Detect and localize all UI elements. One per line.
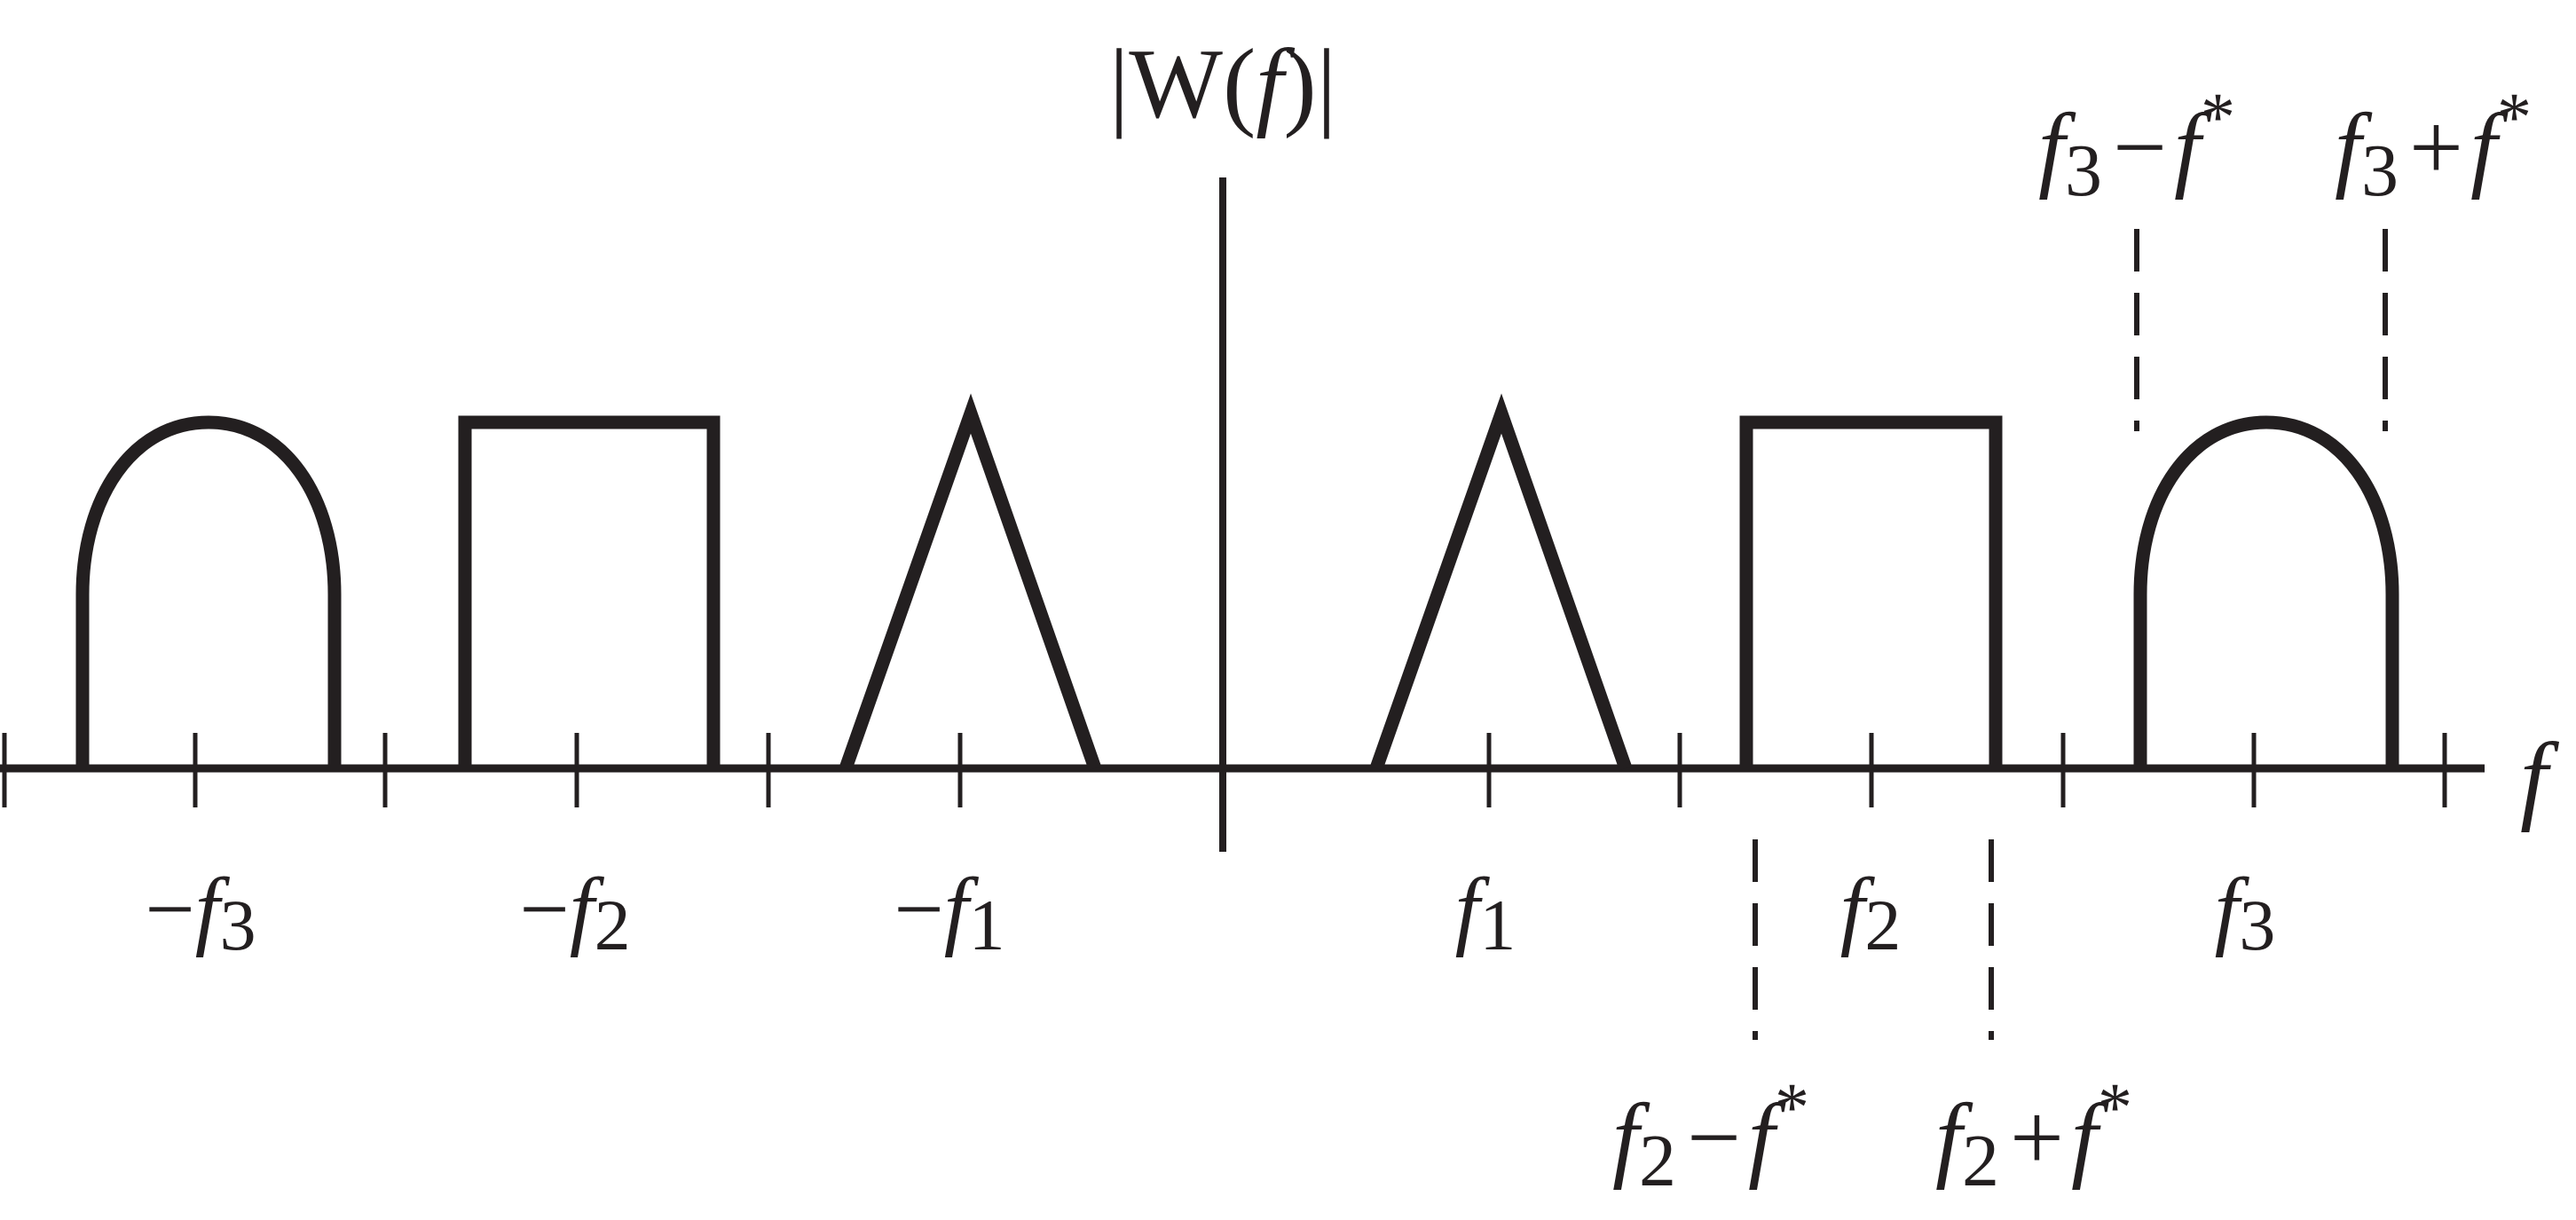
rounded-band-neg-f3	[83, 422, 335, 768]
tick-label-pos-f3: f3	[2214, 860, 2276, 965]
tick-label-neg-f2: −f2	[519, 860, 631, 965]
rect-band-pos-f2	[1746, 422, 1996, 768]
triangle-band-pos-f1	[1376, 413, 1626, 768]
y-axis-label: |W(f)|	[1108, 29, 1337, 139]
label-f3-plus-fstar: f3 +f*	[2335, 78, 2532, 212]
tick-label-pos-f2: f2	[1839, 860, 1902, 965]
tick-value-labels	[145, 860, 2275, 965]
triangle-band-neg-f1	[846, 413, 1095, 768]
label-f2-plus-fstar: f2 +f*	[1935, 1068, 2132, 1202]
spectrum-components	[83, 413, 2392, 768]
label-f2-minus-fstar: f2 −f*	[1612, 1068, 1809, 1202]
tick-label-pos-f1: f1	[1454, 860, 1516, 965]
rect-band-neg-f2	[465, 422, 713, 768]
tick-label-neg-f3: −f3	[145, 860, 256, 965]
rounded-band-pos-f3	[2140, 422, 2392, 768]
tick-label-neg-f1: −f1	[894, 860, 1005, 965]
label-f3-minus-fstar: f3 −f*	[2038, 78, 2235, 212]
x-axis-label: f	[2520, 723, 2548, 833]
